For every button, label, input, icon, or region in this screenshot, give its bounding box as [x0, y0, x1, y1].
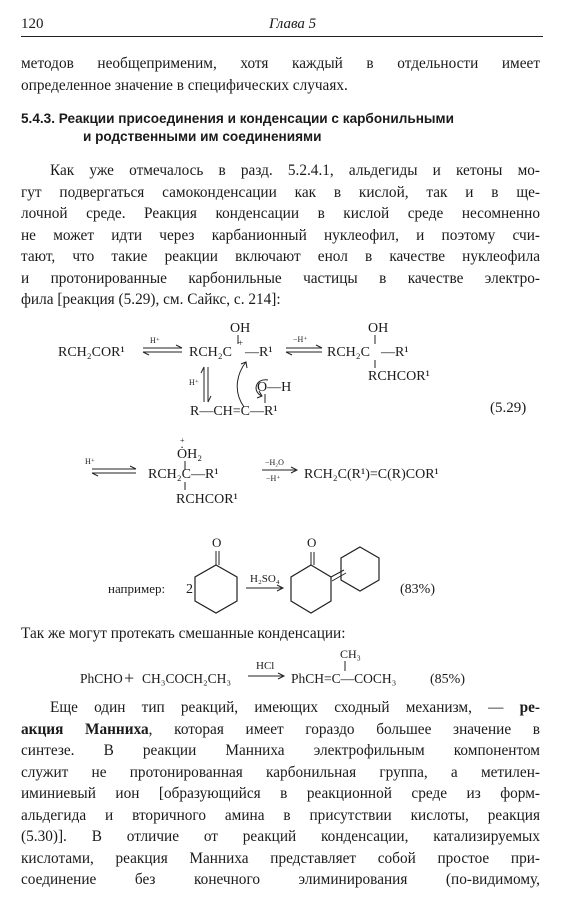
- chapter-title: Глава 5: [269, 16, 317, 32]
- oxonium-group: ȮH₂: [177, 447, 203, 462]
- text-line: и протонированные карбонильные частицы в качестве электро-: [21, 269, 540, 287]
- text-line: соединение без конечного элиминирования (по-видимому,: [21, 871, 540, 888]
- exocyclic-double-bond: [331, 570, 344, 577]
- mixed-product: PhCH=C—COCH₃: [291, 671, 397, 686]
- reactant-formula: RCH₂COR¹: [58, 345, 125, 360]
- equation-number: (5.29): [490, 400, 527, 416]
- enol-oh: O—H: [257, 380, 292, 395]
- arrow-label-minus-h2o: −H₂O: [265, 458, 284, 467]
- enol-chain: R—CH=C—R¹: [190, 404, 278, 419]
- reagent: H₂SO₄: [250, 573, 280, 585]
- exocyclic-double-bond: [332, 573, 346, 581]
- arrow-label-h-plus: H⁺: [189, 378, 199, 387]
- reactant-benzaldehyde: PhCHO: [80, 671, 123, 686]
- cation-left: RCH₂C: [189, 345, 233, 360]
- text-line: Как уже отмечалось в разд. 5.2.4.1, альдегиды и кетоны мо-: [50, 162, 540, 179]
- text-line: (5.30)]. В отличие от реакций конденсации, катализируемых: [21, 828, 540, 845]
- paragraph-1: [21, 160, 540, 311]
- running-header: [21, 14, 543, 37]
- cation-oh: OH: [230, 321, 251, 336]
- text-line: гут подвергаться самоконденсации как в кислой, так и в ще-: [21, 183, 540, 201]
- text-line: тают, что такие реакции включают енол в качестве нуклеофила: [21, 248, 540, 265]
- row2-substituent: RCHCOR¹: [176, 492, 238, 507]
- arrow-label-minus-h-plus: −H⁺: [293, 335, 308, 344]
- row2-left: RCH₂C: [148, 467, 192, 482]
- page-number: 120: [21, 16, 44, 32]
- arrow-label-h-plus: H⁺: [150, 336, 160, 345]
- cyclohexanone-ring: [195, 565, 237, 613]
- product-substituent: RCHCOR¹: [368, 369, 430, 384]
- cation-right: —R¹: [245, 345, 273, 360]
- stoichiometric-coefficient: 2: [186, 582, 193, 597]
- cation-plus: +: [238, 338, 244, 348]
- example-cyclohexanone-condensation: [0, 530, 561, 630]
- product-left: RCH₂C: [327, 345, 371, 360]
- text-line: иминиевый ион [образующийся в реакционной среде из форм-: [21, 785, 540, 802]
- product-ring-2: [341, 547, 379, 591]
- text-line: определенное значение в специфических случаях.: [21, 76, 348, 94]
- catalyst: HCl: [256, 660, 275, 672]
- example-yield: (83%): [400, 582, 435, 597]
- oh2-plus: +: [180, 436, 185, 445]
- text-line: альдегида и вторичного амина в присутствии кислоты, реакция: [21, 806, 540, 824]
- term-mannich: ре-: [519, 699, 540, 716]
- arrow-label-minus-h-plus: −H⁺: [266, 474, 281, 483]
- paragraph-2: [21, 697, 540, 891]
- row2-right: —R¹: [191, 467, 219, 482]
- text-line: не может идти через карбанионный нуклеофил, и поэтому счи-: [21, 226, 540, 244]
- text-line: Еще один тип реакций, имеющих сходный механизм, — ре-: [50, 699, 540, 716]
- mixed-condensation-equation: [0, 648, 561, 693]
- final-product: RCH₂C(R¹)=C(R)COR¹: [304, 467, 439, 482]
- text-line: фила [реакция (5.29), см. Сайкс, с. 214]:: [21, 291, 281, 308]
- section-number: 5.4.3.: [21, 111, 56, 126]
- product-right: —R¹: [381, 345, 409, 360]
- ketone-oxygen: O: [212, 535, 222, 550]
- plus-sign: +: [124, 668, 135, 688]
- mixed-condensation-text: [21, 623, 540, 645]
- methyl-group: CH₃: [340, 648, 361, 661]
- product-ring-1: [291, 565, 331, 613]
- section-title-line1: Реакции присоединения и конденсации с карбонильными: [58, 111, 454, 126]
- curved-arrow: [237, 362, 246, 407]
- text-line: акция Манниха, которая имеет гораздо большее значение в: [21, 720, 541, 738]
- mixed-yield: (85%): [430, 672, 465, 687]
- example-label: например:: [108, 581, 166, 596]
- reactant-butanone: CH₃COCH₂CH₃: [142, 671, 232, 686]
- text-line: Так же могут протекать смешанные конденсации:: [21, 625, 346, 642]
- text-line: синтезе. В реакции Манниха электрофильным компонентом: [21, 742, 540, 759]
- product-oh: OH: [368, 321, 389, 336]
- section-heading: [21, 110, 541, 146]
- section-title-line2: и родственными им соединениями: [83, 129, 322, 144]
- text-line: кислотами, реакция Манниха представляет собой простое при-: [21, 849, 540, 867]
- text-line: служит не протонированная карбонильная группа, а метилен-: [21, 763, 540, 781]
- product-oxygen: O: [307, 535, 317, 550]
- arrow-label-h-plus: H⁺: [85, 457, 95, 466]
- term-mannich: акция Манниха: [21, 720, 149, 738]
- text-line: лочной среде. Реакция конденсации в кислой среде несомненно: [21, 205, 540, 222]
- intro-paragraph: [21, 53, 540, 96]
- reaction-scheme-5-29: [0, 310, 561, 515]
- text-line: методов необщеприменим, хотя каждый в отдельности имеет: [21, 55, 540, 72]
